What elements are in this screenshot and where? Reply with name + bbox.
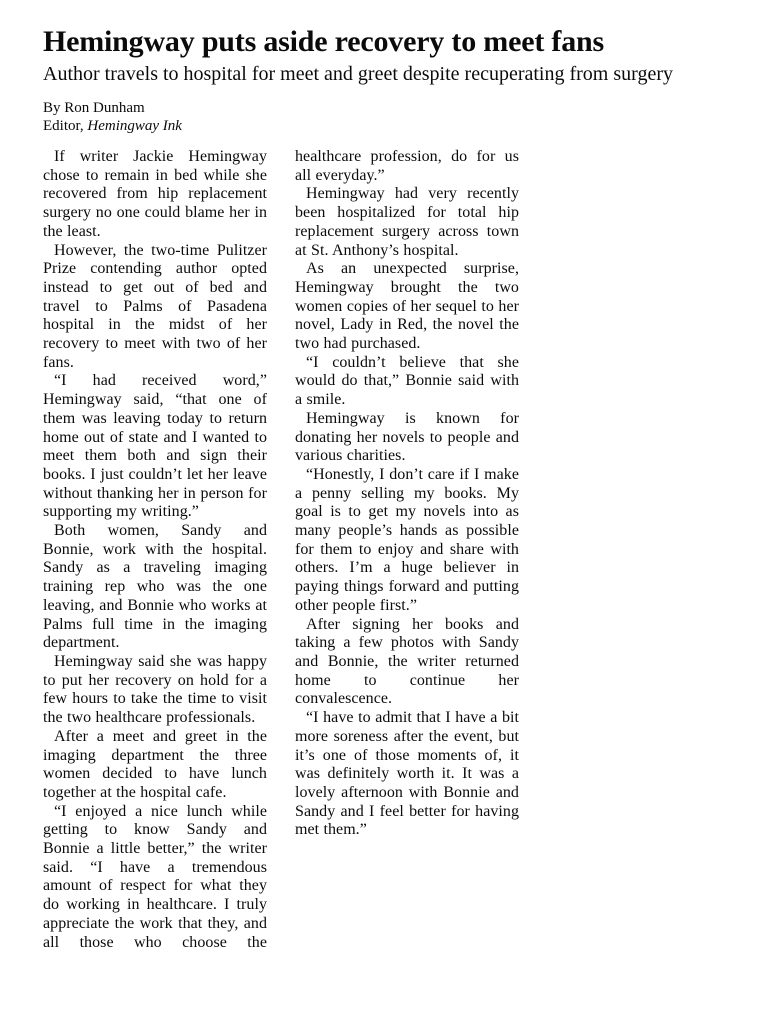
- subheadline: Author travels to hospital for meet and greet despite recuperating from surgery: [43, 63, 673, 85]
- column-right: [295, 148, 519, 952]
- paragraph: As an unexpected surprise, Hemingway brought the two women copies of her sequel to her novel, Lady in Red, the novel the two had purchased.: [295, 260, 519, 353]
- paragraph: After signing her books and taking a few photos with Sandy and Bonnie, the writer returned home to continue her convalescence.: [295, 615, 519, 708]
- byline-author: By Ron Dunham: [43, 100, 145, 116]
- paragraph: “Honestly, I don’t care if I make a penny selling my books. My goal is to get my novels into as many people’s hands as possible for them to enjoy and share with others. I’m a huge believer in paying things forward and putting other people first.”: [295, 465, 519, 614]
- paragraph: After a meet and greet in the imaging department the three women decided to have lunch together at the hospital cafe.: [43, 727, 267, 801]
- paragraph: “I enjoyed a nice lunch while getting to know Sandy and Bonnie a little better,” the writer said. “I have a tremendous amount of respect for what they do working in healthcare. I truly appreciate the work that they, and all those who choose the: [43, 802, 267, 951]
- byline-role-prefix: Editor,: [43, 118, 88, 134]
- article-body: [43, 148, 728, 952]
- paragraph: Both women, Sandy and Bonnie, work with the hospital. Sandy as a traveling imaging training rep who was the one leaving, and Bonnie who works at Palms full time in the imaging department.: [43, 522, 267, 652]
- paragraph: “I had received word,” Hemingway said, “that one of them was leaving today to return home out of state and I wanted to meet them both and sign their books. I just couldn’t let her leave without thanking her in person for supporting my writing.”: [43, 372, 267, 521]
- paragraph: However, the two-time Pulitzer Prize contending author opted instead to get out of bed and travel to Palms of Pasadena hospital in the midst of her recovery to meet with two of her fans.: [43, 241, 267, 371]
- paragraph: Hemingway said she was happy to put her recovery on hold for a few hours to take the time to visit the two healthcare professionals.: [43, 652, 267, 727]
- paragraph: “I have to admit that I have a bit more soreness after the event, but it’s one of those moments of, it was definitely worth it. It was a lovely afternoon with Bonnie and Sandy and I feel better for having met them.”: [295, 709, 519, 839]
- paragraph: Hemingway is known for donating her novels to people and various charities.: [295, 409, 519, 465]
- paragraph: healthcare profession, do for us all everyday.”: [295, 148, 519, 184]
- headline: Hemingway puts aside recovery to meet fans: [43, 25, 604, 58]
- paragraph: If writer Jackie Hemingway chose to remain in bed while she recovered from hip replacement surgery no one could blame her in the least.: [43, 148, 267, 240]
- byline: [43, 99, 728, 135]
- paragraph: “I couldn’t believe that she would do that,” Bonnie said with a smile.: [295, 353, 519, 409]
- column-left: [43, 148, 267, 952]
- publication-name: Hemingway Ink: [87, 118, 182, 134]
- byline-role: [43, 117, 728, 135]
- paragraph: Hemingway had very recently been hospitalized for total hip replacement surgery across town at St. Anthony’s hospital.: [295, 185, 519, 259]
